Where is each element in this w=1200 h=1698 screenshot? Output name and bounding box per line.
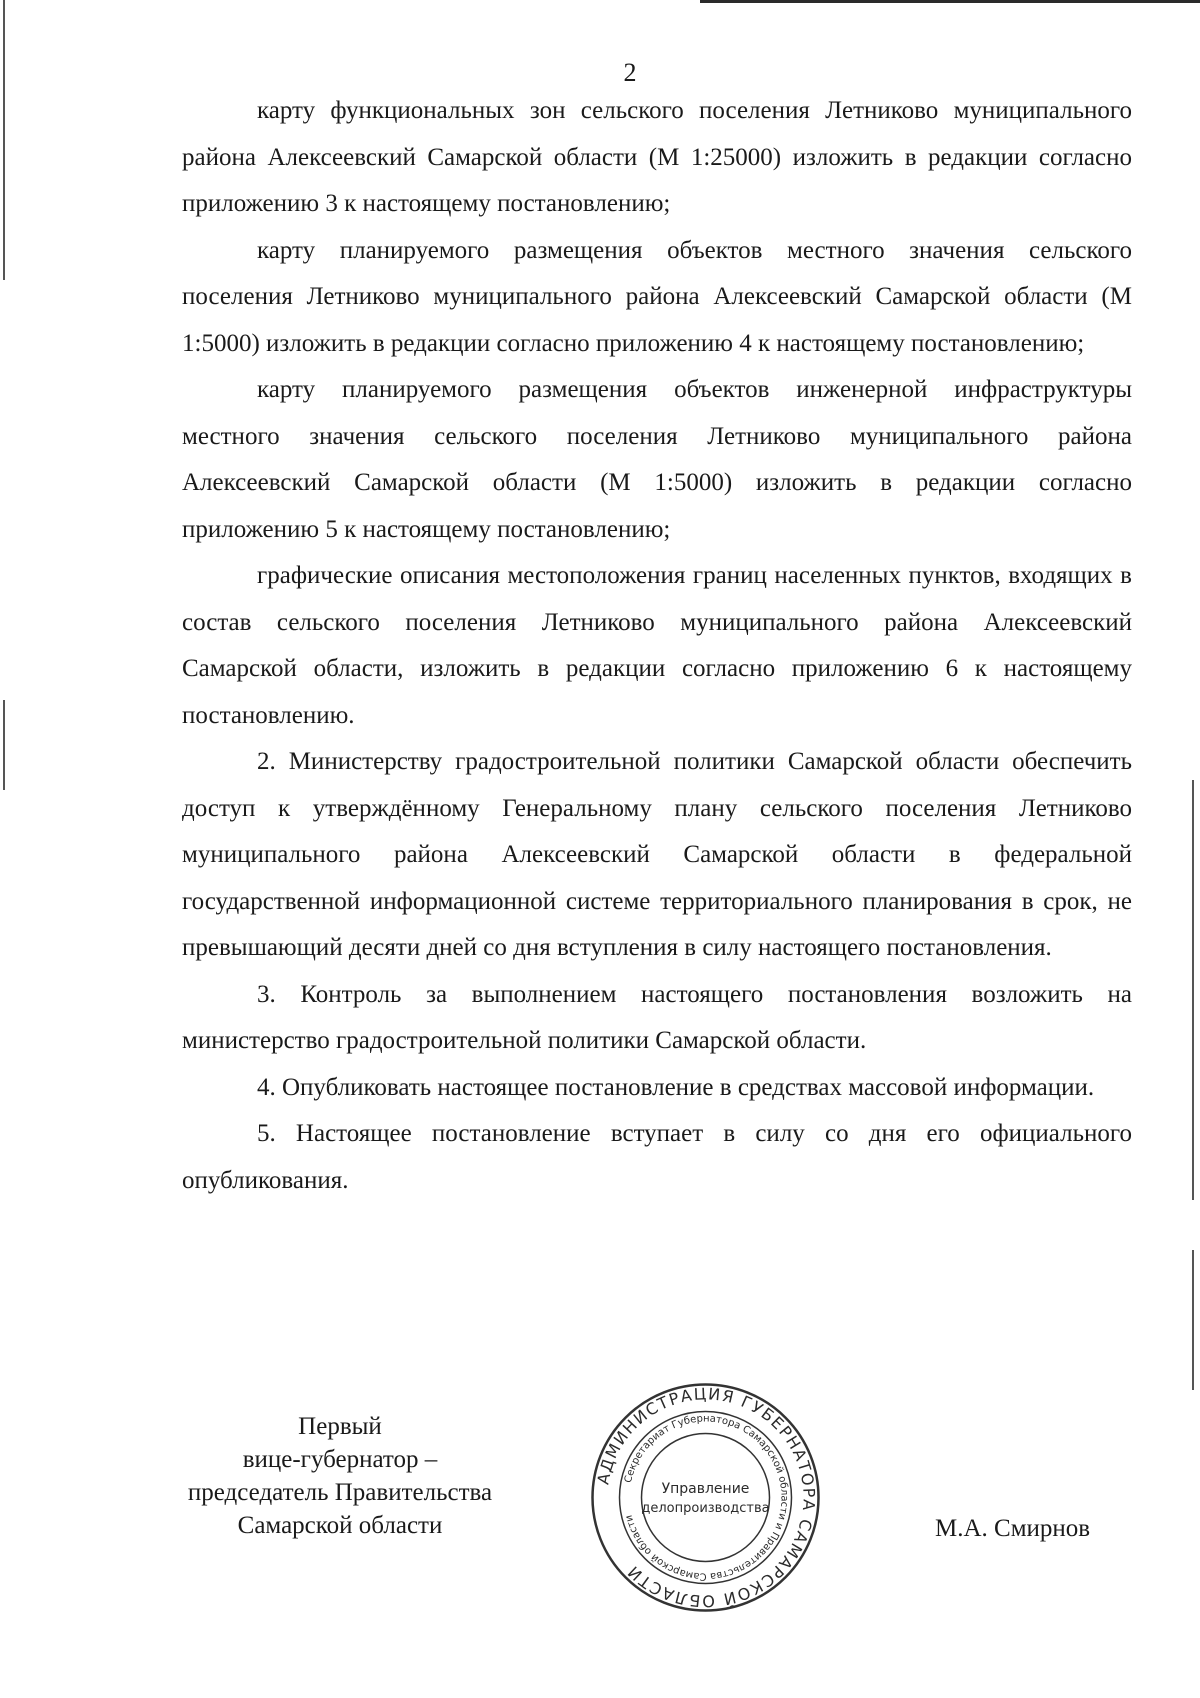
paragraph: 5. Настоящее постановление вступает в силу со дня его официального опубликования. [182, 1120, 1132, 1194]
paragraph: 3. Контроль за выполнением настоящего постановления возложить на министерство градостроительной политики Самарской области. [182, 980, 1132, 1054]
signatory-title-line: вице-губернатор – [242, 1446, 438, 1473]
scan-edge-right [1192, 780, 1194, 1200]
stamp-center-line: делопроизводства [641, 1501, 770, 1516]
svg-text:Секретариат Губернатора Самарс [623, 1413, 790, 1581]
top-border-line [700, 0, 1200, 3]
scan-edge-right [1192, 1250, 1194, 1390]
official-stamp [588, 1380, 823, 1615]
signatory-title-line: Первый [298, 1413, 382, 1440]
scan-edge-left [3, 0, 5, 280]
signatory-name: М.А. Смирнов [935, 1515, 1091, 1542]
stamp-outer-text: АДМИНИСТРАЦИЯ ГУБЕРНАТОРА САМАРСКОЙ ОБЛАСТИ [593, 1384, 819, 1611]
stamp-inner-text: Секретариат Губернатора Самарской области и Правительства Самарской области [622, 1413, 790, 1582]
paragraph: карту планируемого размещения объектов местного значения сельского поселения Летниково муниципального района Алексеевский Самарской области (М 1:5000) изложить в редакции согласно приложению 4 к настоящему постановлению; [182, 236, 1132, 357]
signature-block [0, 1384, 1200, 1660]
scan-edge-left [3, 700, 5, 790]
paragraph: карту функциональных зон сельского поселения Летниково муниципального района Алексеевский Самарской области (М 1:25000) изложить в редакции согласно приложению 3 к настоящему постановлению; [182, 97, 1132, 217]
paragraph: 4. Опубликовать настоящее постановление в средствах массовой информации. [257, 1073, 1095, 1101]
stamp-center-line: Управление [661, 1481, 750, 1497]
paragraph: графические описания местоположения границ населенных пунктов, входящих в состав сельского поселения Летниково муниципального района Алексеевский Самарской области, изложить в редакции согласно приложению 6 к настоящему постановлению. [182, 562, 1132, 729]
paragraph: 2. Министерству градостроительной политики Самарской области обеспечить доступ к утверждённому Генеральному плану сельского поселения Летниково муниципального района Алексеевский Самарской области в федеральной государственной информационной системе территориального планирования в срок, не превышающий десяти дней со дня вступления в силу настоящего постановления. [182, 748, 1132, 961]
page-number: 2 [623, 58, 637, 87]
signatory-title-line: председатель Правительства [187, 1479, 493, 1506]
paragraph: карту планируемого размещения объектов инженерной инфраструктуры местного значения сельского поселения Летниково муниципального района Алексеевский Самарской области (М 1:5000) изложить в редакции согласно приложению 5 к настоящему постановлению; [182, 376, 1132, 543]
document-body [182, 88, 1132, 1204]
signatory-title-line: Самарской области [237, 1512, 443, 1539]
